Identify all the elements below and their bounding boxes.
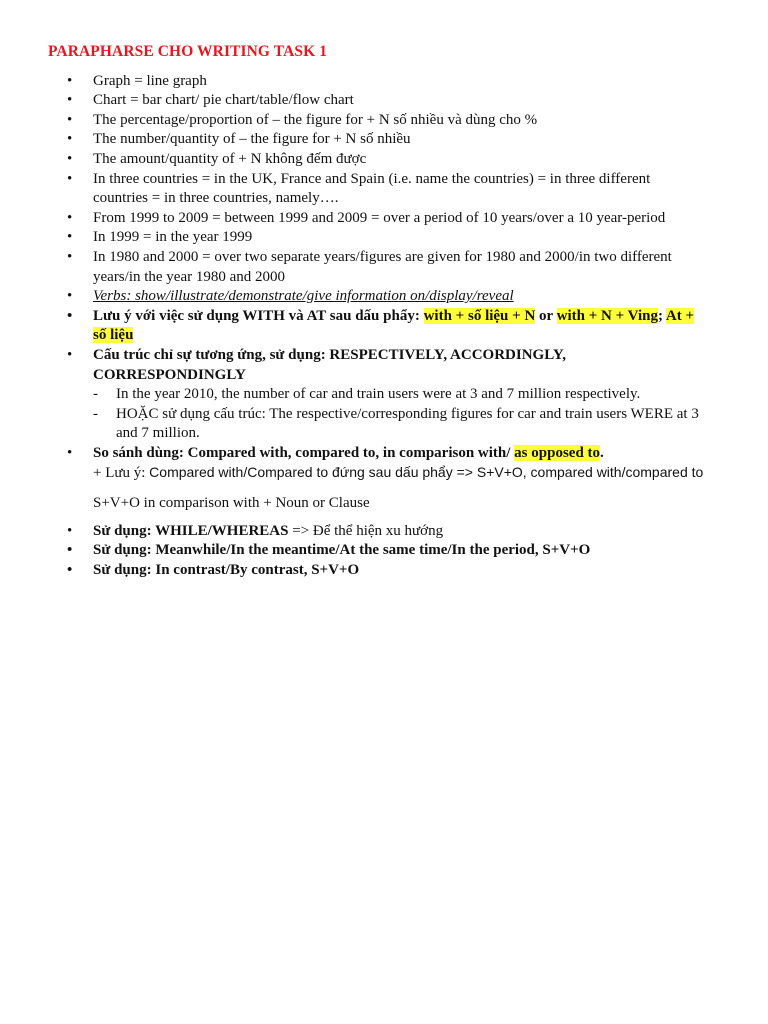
contrast-item: • Sử dụng: In contrast/By contrast, S+V+O: [48, 561, 708, 581]
list-item: • Chart = bar chart/ pie chart/table/flow chart: [48, 91, 708, 111]
semicolon: ;: [657, 307, 663, 324]
list-item: • In 1980 and 2000 = over two separate years/figures are given for 1980 and 2000/in two different years/in the year 1980 and 2000: [48, 248, 708, 287]
list-item: • In three countries = in the UK, France and Spain (i.e. name the countries) = in three different countries = in three countries, namely….: [48, 170, 708, 209]
list-item: • The number/quantity of – the figure for + N số nhiều: [48, 130, 708, 150]
highlight-at-figure: At + số liệu: [93, 307, 695, 344]
compare-note: Compared with/Compared to đứng sau dấu phẩy => S+V+O, compared with/compared to: [149, 464, 704, 481]
list-item: • Graph = line graph: [48, 72, 708, 92]
list-item: • In 1999 = in the year 1999: [48, 228, 708, 248]
compare-item: [48, 444, 708, 514]
while-lead: Sử dụng: WHILE/WHEREAS: [93, 522, 293, 539]
while-item: [48, 522, 708, 542]
note-plus: + Lưu ý:: [93, 465, 150, 482]
respectively-item: [48, 346, 708, 444]
highlight-with-ving: with + N + Ving: [556, 307, 658, 324]
compare-period: .: [600, 444, 604, 461]
meanwhile-item: • Sử dụng: Meanwhile/In the meantime/At the same time/In the period, S+V+O: [48, 541, 708, 561]
list-item: • The amount/quantity of + N không đếm được: [48, 150, 708, 170]
with-at-lead: Lưu ý với việc sử dụng WITH và AT sau dấu phẩy:: [93, 307, 420, 324]
respectively-lead: • Cấu trúc chỉ sự tương ứng, sử dụng: RESPECTIVELY, ACCORDINGLY, CORRESPONDINGLY: [93, 346, 567, 383]
compare-lead: So sánh dùng: Compared with, compared to, in comparison with/: [93, 444, 511, 461]
list-item: • The percentage/proportion of – the figure for + N số nhiều và dùng cho %: [48, 111, 708, 131]
document-title: PARAPHARSE CHO WRITING TASK 1: [48, 43, 328, 60]
example-item: - HOẶC sử dụng cấu trúc: The respective/corresponding figures for car and train users WERE at 3 and 7 million.: [93, 405, 708, 444]
highlight-with-figure: with + số liệu + N: [423, 307, 536, 324]
with-at-note-item: [48, 307, 708, 346]
paraphrase-list: [48, 72, 708, 581]
or-word: or: [539, 307, 553, 324]
example-item: - In the year 2010, the number of car and train users were at 3 and 7 million respectively.: [93, 385, 708, 405]
verbs-text: Verbs: show/illustrate/demonstrate/give information on/display/reveal: [93, 288, 514, 305]
verbs-item: [48, 287, 708, 307]
while-rest: => Để thể hiện xu hướng: [292, 522, 444, 539]
compare-clause: S+V+O in comparison with + Noun or Clause: [93, 495, 370, 512]
list-item: • From 1999 to 2009 = between 1999 and 2009 = over a period of 10 years/over a 10 year-period: [48, 209, 708, 229]
respectively-examples: [93, 385, 708, 444]
highlight-as-opposed-to: as opposed to: [514, 444, 601, 461]
